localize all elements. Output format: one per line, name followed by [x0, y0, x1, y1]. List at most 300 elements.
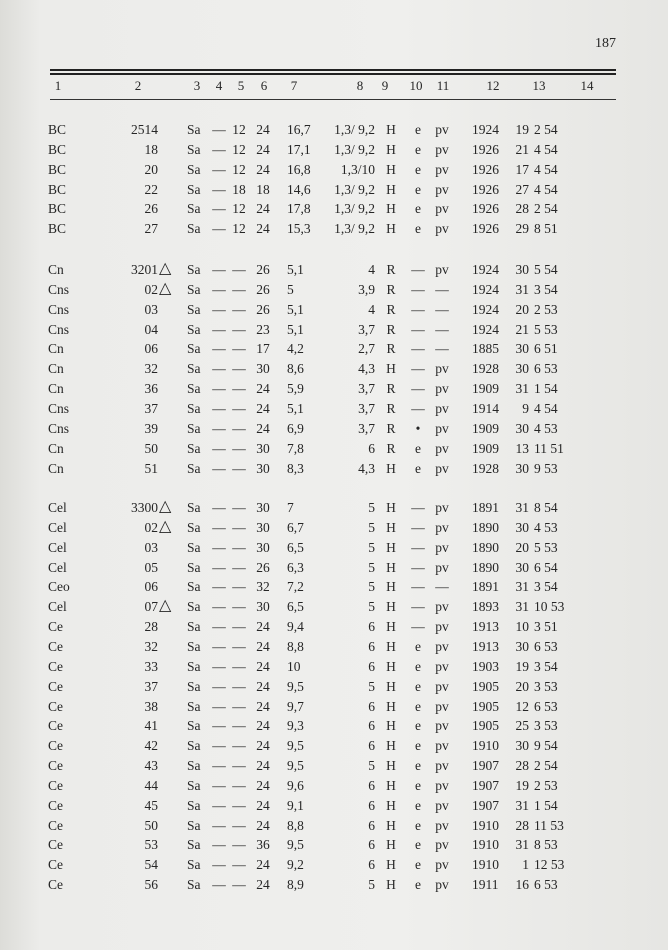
table-row [0, 359, 668, 379]
type-sa: Sa [187, 738, 201, 754]
col-7: 14,6 [287, 181, 311, 197]
col-12-year: 1924 [472, 262, 499, 277]
type-sa: Sa [187, 301, 201, 317]
col-13-day: 25 [515, 718, 529, 734]
col-13-date: 9 54 [534, 738, 558, 754]
station-code: Cns [48, 321, 70, 337]
station-code: BC [48, 122, 67, 137]
col-13-day: 30 [515, 361, 529, 377]
col-11: pv [435, 559, 449, 575]
station-code: Ce [48, 817, 63, 833]
col-7: 9,5 [287, 758, 304, 774]
col-8: 5 [368, 539, 375, 555]
col-5: — [232, 638, 246, 654]
dash-col-4: — [212, 738, 226, 754]
col-10: e [415, 122, 421, 137]
col-8: 2,7 [358, 341, 375, 357]
col-12-year: 1890 [472, 559, 499, 575]
col-6: 30 [256, 440, 270, 456]
col-13-date: 5 53 [534, 321, 558, 337]
type-sa: Sa [187, 381, 201, 397]
col-6: 24 [256, 678, 270, 694]
type-sa: Sa [187, 658, 201, 674]
dash-col-4: — [212, 817, 226, 833]
col-12-year: 1905 [472, 698, 499, 714]
col-10: — [411, 599, 425, 615]
col-13-date: 9 53 [534, 460, 558, 476]
type-sa: Sa [187, 519, 201, 535]
table-row [0, 498, 668, 518]
col-10: — [411, 559, 425, 575]
type-sa: Sa [187, 500, 201, 515]
col-13-date: 3 53 [534, 718, 558, 734]
col-11: pv [435, 817, 449, 833]
col-9: H [386, 361, 396, 377]
col-13-day: 31 [515, 381, 529, 397]
station-code: Cns [48, 281, 70, 297]
table-row [0, 835, 668, 855]
col-10: — [411, 281, 425, 297]
col-8: 6 [368, 817, 375, 833]
col-13-day: 28 [515, 758, 529, 774]
col-5: — [232, 301, 246, 317]
col-13-date: 1 54 [534, 797, 558, 813]
col-7: 6,9 [287, 420, 304, 436]
col-6: 24 [256, 738, 270, 754]
col-9: H [386, 758, 396, 774]
station-code: Ce [48, 877, 63, 893]
col-10: e [415, 658, 421, 674]
table-row [0, 180, 668, 200]
col-13-day: 19 [515, 122, 529, 137]
col-7: 9,4 [287, 619, 304, 635]
col-8: 4 [368, 262, 375, 277]
col-13-date: 4 54 [534, 141, 558, 157]
col-11: pv [435, 658, 449, 674]
col-13-date: 2 53 [534, 777, 558, 793]
station-number: 41 [144, 718, 158, 734]
type-sa: Sa [187, 221, 201, 237]
station-number: 03 [144, 301, 158, 317]
col-6: 24 [256, 777, 270, 793]
col-13-date: 2 54 [534, 122, 558, 137]
col-9: H [386, 777, 396, 793]
col-12-year: 1891 [472, 579, 499, 595]
col-10: — [411, 341, 425, 357]
col-13-date: 11 53 [534, 817, 564, 833]
col-8: 1,3/10 [340, 161, 375, 177]
column-header: 9 [381, 78, 389, 93]
col-8: 6 [368, 440, 375, 456]
col-9: R [386, 301, 396, 317]
table-row [0, 617, 668, 637]
col-12-year: 1924 [472, 321, 499, 337]
col-13-date: 3 53 [534, 678, 558, 694]
col-5: — [232, 321, 246, 337]
table-row [0, 140, 668, 160]
station-code: BC [48, 161, 67, 177]
col-9: H [386, 599, 396, 615]
col-8: 6 [368, 837, 375, 853]
col-7: 9,7 [287, 698, 304, 714]
col-13-day: 29 [515, 221, 529, 237]
col-11: pv [435, 161, 449, 177]
col-7: 9,5 [287, 678, 304, 694]
col-6: 30 [256, 599, 270, 615]
page-number: 187 [595, 36, 616, 51]
col-5: — [232, 877, 246, 893]
station-code: Ce [48, 837, 63, 853]
type-sa: Sa [187, 678, 201, 694]
type-sa: Sa [187, 181, 201, 197]
col-9: R [386, 420, 396, 436]
type-sa: Sa [187, 619, 201, 635]
col-7: 7,8 [287, 440, 304, 456]
type-sa: Sa [187, 797, 201, 813]
col-6: 30 [256, 500, 270, 515]
station-number: 32 [144, 638, 158, 654]
table-row [0, 816, 668, 836]
dash-col-4: — [212, 678, 226, 694]
col-12-year: 1893 [472, 599, 499, 615]
column-header: 12 [486, 78, 500, 93]
station-code: Cns [48, 400, 70, 416]
column-header: 1 [54, 78, 62, 93]
col-6: 24 [256, 122, 270, 137]
station-number: 51 [144, 460, 158, 476]
table-row [0, 875, 668, 895]
col-10: — [411, 262, 425, 277]
col-9: R [386, 321, 396, 337]
dash-col-4: — [212, 400, 226, 416]
col-5: — [232, 857, 246, 873]
col-12-year: 1928 [472, 361, 499, 377]
col-8: 4,3 [358, 460, 375, 476]
col-5: — [232, 281, 246, 297]
dash-col-4: — [212, 460, 226, 476]
col-8: 3,9 [358, 281, 375, 297]
col-7: 9,6 [287, 777, 304, 793]
col-5: — [232, 837, 246, 853]
station-number: 26 [144, 201, 158, 217]
station-number: 32 [144, 361, 158, 377]
dash-col-4: — [212, 440, 226, 456]
station-code: Ce [48, 698, 63, 714]
col-13-date: 4 54 [534, 181, 558, 197]
col-10: — [411, 619, 425, 635]
station-code: Cn [48, 361, 64, 377]
col-11: pv [435, 857, 449, 873]
col-10: e [415, 161, 421, 177]
col-5: 12 [232, 221, 246, 237]
col-10: — [411, 400, 425, 416]
col-13-date: 1 54 [534, 381, 558, 397]
table-row [0, 855, 668, 875]
col-8: 5 [368, 500, 375, 515]
type-sa: Sa [187, 281, 201, 297]
col-10: e [415, 817, 421, 833]
column-header: 14 [580, 78, 594, 93]
col-12-year: 1905 [472, 718, 499, 734]
col-12-year: 1926 [472, 221, 499, 237]
col-11: pv [435, 619, 449, 635]
type-sa: Sa [187, 361, 201, 377]
col-9: H [386, 857, 396, 873]
type-sa: Sa [187, 758, 201, 774]
type-sa: Sa [187, 201, 201, 217]
table-row [0, 776, 668, 796]
col-11: pv [435, 519, 449, 535]
col-9: R [386, 281, 396, 297]
col-5: — [232, 777, 246, 793]
table-row [0, 320, 668, 340]
col-5: — [232, 400, 246, 416]
col-7: 17,8 [287, 201, 311, 217]
col-8: 6 [368, 638, 375, 654]
station-number: 06 [144, 579, 158, 595]
dash-col-4: — [212, 262, 226, 277]
col-11: pv [435, 797, 449, 813]
col-11: pv [435, 141, 449, 157]
column-header: 5 [237, 78, 245, 93]
col-13-day: 13 [515, 440, 529, 456]
col-9: H [386, 698, 396, 714]
col-9: H [386, 619, 396, 635]
station-code: BC [48, 201, 67, 217]
col-13-day: 30 [515, 262, 529, 277]
col-13-day: 30 [515, 738, 529, 754]
station-code: Ceo [48, 579, 70, 595]
col-13-date: 8 51 [534, 221, 558, 237]
col-10: e [415, 201, 421, 217]
col-5: — [232, 341, 246, 357]
dash-col-4: — [212, 301, 226, 317]
col-5: — [232, 718, 246, 734]
column-header: 8 [356, 78, 364, 93]
col-9: H [386, 797, 396, 813]
col-11: pv [435, 678, 449, 694]
col-10: e [415, 141, 421, 157]
type-sa: Sa [187, 420, 201, 436]
col-7: 9,1 [287, 797, 304, 813]
col-7: 5 [287, 281, 294, 297]
station-number: 3300 [131, 500, 158, 515]
col-8: 5 [368, 579, 375, 595]
col-8: 6 [368, 619, 375, 635]
col-12-year: 1914 [472, 400, 499, 416]
col-9: H [386, 678, 396, 694]
col-13-day: 10 [515, 619, 529, 635]
col-7: 8,9 [287, 877, 304, 893]
col-10: — [411, 539, 425, 555]
col-7: 8,3 [287, 460, 304, 476]
dash-col-4: — [212, 797, 226, 813]
col-8: 5 [368, 559, 375, 575]
col-12-year: 1907 [472, 797, 499, 813]
col-11: pv [435, 500, 449, 515]
col-11: pv [435, 381, 449, 397]
col-12-year: 1911 [472, 877, 499, 893]
col-10: e [415, 678, 421, 694]
col-8: 1,3/ 9,2 [334, 201, 375, 217]
col-7: 16,7 [287, 122, 311, 137]
col-6: 24 [256, 658, 270, 674]
type-sa: Sa [187, 460, 201, 476]
station-number: 18 [144, 141, 158, 157]
col-11: pv [435, 698, 449, 714]
col-13-date: 10 53 [534, 599, 565, 615]
col-6: 24 [256, 877, 270, 893]
col-8: 1,3/ 9,2 [334, 122, 375, 137]
col-10: e [415, 738, 421, 754]
triangle-marker: △ [159, 260, 172, 277]
col-6: 23 [256, 321, 270, 337]
dash-col-4: — [212, 341, 226, 357]
column-header: 6 [260, 78, 268, 93]
col-5: — [232, 579, 246, 595]
col-13-day: 21 [515, 321, 529, 337]
column-header: 3 [193, 78, 201, 93]
station-number: 33 [144, 658, 158, 674]
table-row [0, 558, 668, 578]
station-code: Ce [48, 718, 63, 734]
col-5: — [232, 599, 246, 615]
dash-col-4: — [212, 599, 226, 615]
col-6: 24 [256, 797, 270, 813]
col-13-day: 1 [522, 857, 529, 873]
col-11: — [435, 321, 449, 337]
col-5: — [232, 658, 246, 674]
dash-col-4: — [212, 122, 226, 137]
col-13-day: 31 [515, 837, 529, 853]
col-13-date: 4 53 [534, 420, 558, 436]
col-6: 30 [256, 460, 270, 476]
col-5: — [232, 381, 246, 397]
col-13-date: 8 53 [534, 837, 558, 853]
col-6: 36 [256, 837, 270, 853]
col-5: 18 [232, 181, 246, 197]
col-7: 9,5 [287, 738, 304, 754]
col-13-date: 6 53 [534, 638, 558, 654]
column-header: 2 [134, 78, 142, 93]
dash-col-4: — [212, 837, 226, 853]
col-8: 4 [368, 301, 375, 317]
station-code: BC [48, 181, 67, 197]
col-6: 24 [256, 718, 270, 734]
col-7: 5,9 [287, 381, 304, 397]
station-number: 50 [144, 817, 158, 833]
col-13-date: 6 54 [534, 559, 558, 575]
col-13-day: 28 [515, 201, 529, 217]
col-9: R [386, 262, 396, 277]
col-13-date: 3 54 [534, 658, 558, 674]
col-9: H [386, 559, 396, 575]
col-6: 24 [256, 201, 270, 217]
type-sa: Sa [187, 440, 201, 456]
dash-col-4: — [212, 698, 226, 714]
col-7: 4,2 [287, 341, 304, 357]
col-7: 10 [287, 658, 301, 674]
station-number: 53 [144, 837, 158, 853]
col-10: e [415, 758, 421, 774]
dash-col-4: — [212, 381, 226, 397]
dash-col-4: — [212, 758, 226, 774]
col-5: — [232, 519, 246, 535]
col-10: • [415, 420, 421, 436]
col-7: 6,5 [287, 539, 304, 555]
col-11: pv [435, 460, 449, 476]
station-number: 50 [144, 440, 158, 456]
table-row [0, 339, 668, 359]
station-number: 04 [144, 321, 158, 337]
col-10: e [415, 638, 421, 654]
station-code: Ce [48, 857, 63, 873]
table-row [0, 120, 668, 140]
col-7: 5,1 [287, 321, 304, 337]
table-row [0, 518, 668, 538]
col-7: 16,8 [287, 161, 311, 177]
col-5: 12 [232, 201, 246, 217]
col-12-year: 1926 [472, 141, 499, 157]
col-8: 5 [368, 519, 375, 535]
col-5: — [232, 559, 246, 575]
col-9: H [386, 877, 396, 893]
col-8: 4,3 [358, 361, 375, 377]
triangle-marker: △ [159, 498, 172, 515]
station-code: Ce [48, 658, 63, 674]
triangle-marker: △ [159, 517, 172, 535]
col-6: 32 [256, 579, 270, 595]
header-rule-top [50, 69, 616, 71]
station-code: Cn [48, 460, 64, 476]
station-number: 02 [144, 281, 158, 297]
station-number: 56 [144, 877, 158, 893]
col-5: — [232, 500, 246, 515]
col-13-day: 31 [515, 281, 529, 297]
table-row [0, 756, 668, 776]
station-code: Cns [48, 301, 70, 317]
col-12-year: 1890 [472, 539, 499, 555]
dash-col-4: — [212, 619, 226, 635]
col-10: — [411, 361, 425, 377]
col-11: pv [435, 181, 449, 197]
dash-col-4: — [212, 579, 226, 595]
station-code: Cn [48, 262, 64, 277]
col-8: 6 [368, 777, 375, 793]
col-11: pv [435, 440, 449, 456]
column-header: 10 [409, 78, 423, 93]
station-number: 28 [144, 619, 158, 635]
col-9: H [386, 460, 396, 476]
station-number: 37 [144, 678, 158, 694]
col-13-day: 21 [515, 141, 529, 157]
station-code: Cel [48, 539, 67, 555]
col-13-date: 6 53 [534, 361, 558, 377]
col-6: 24 [256, 857, 270, 873]
table-row [0, 736, 668, 756]
col-6: 26 [256, 281, 270, 297]
col-10: e [415, 440, 421, 456]
col-8: 1,3/ 9,2 [334, 181, 375, 197]
table-row [0, 657, 668, 677]
col-10: — [411, 321, 425, 337]
col-12-year: 1924 [472, 122, 499, 137]
col-10: — [411, 301, 425, 317]
station-code: Ce [48, 758, 63, 774]
col-12-year: 1926 [472, 201, 499, 217]
col-13-date: 8 54 [534, 500, 558, 515]
table-row [0, 300, 668, 320]
